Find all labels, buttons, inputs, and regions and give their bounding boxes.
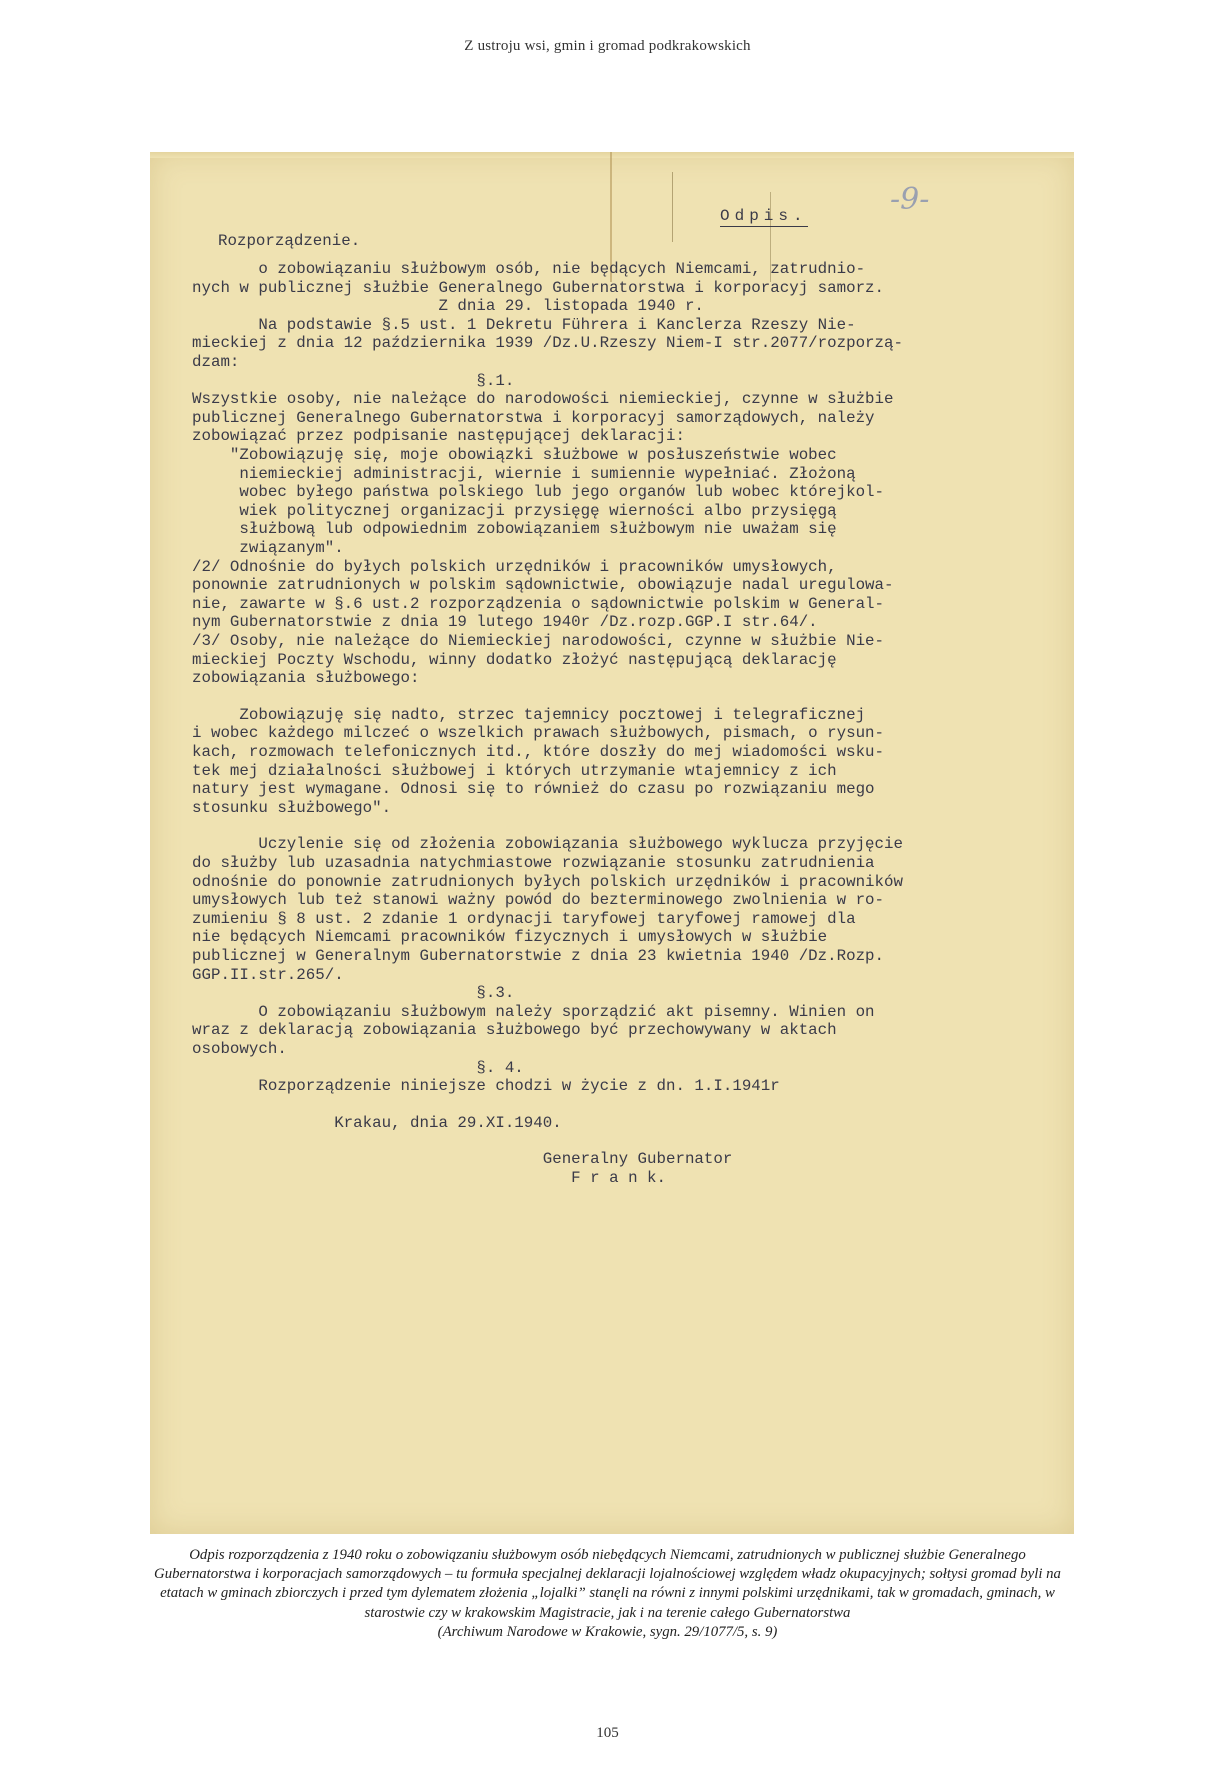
document-line: zumieniu § 8 ust. 2 zdanie 1 ordynacji taryfowej taryfowej ramowej dla: [192, 909, 856, 928]
document-line: Na podstawie §.5 ust. 1 Dekretu Führera i Kanclerza Rzeszy Nie-: [192, 315, 856, 334]
document-line: mieckiej z dnia 12 października 1939 /Dz.U.Rzeszy Niem-I str.2077/rozporzą-: [192, 334, 903, 353]
document-line: ponownie zatrudnionych w polskim sądownictwie, obowiązuje nadal uregulowa-: [192, 576, 894, 595]
document-line: O zobowiązaniu służbowym należy sporządzić akt pisemny. Winien on: [192, 1002, 875, 1021]
document-line: do służby lub uzasadnia natychmiastowe rozwiązanie stosunku zatrudnienia: [192, 854, 875, 872]
document-line: służbową lub odpowiednim zobowiązaniem służbowym nie uważam się: [192, 520, 837, 539]
document-line: nych w publicznej służbie Generalnego Gubernatorstwa i korporacyj samorz.: [192, 278, 885, 297]
document-line: wraz z deklaracją zobowiązania służbowego być przechowywany w aktach: [192, 1021, 837, 1040]
document-line: natury jest wymagane. Odnosi się to również do czasu po rozwiązaniu mego: [192, 780, 875, 799]
document-line: F r a n k.: [192, 1169, 666, 1187]
archive-page-mark: -9-: [890, 182, 930, 217]
document-line: nie, zawarte w §.6 ust.2 rozporządzenia o sądownictwie polskim w General-: [192, 594, 885, 613]
document-line: publicznej w Generalnym Gubernatorstwie z dnia 23 kwietnia 1940 /Dz.Rozp.: [192, 947, 885, 965]
document-title: Odpis.: [720, 207, 808, 225]
document-line: Uczylenie się od złożenia zobowiązania służbowego wyklucza przyjęcie: [192, 835, 903, 854]
document-line: Krakau, dnia 29.XI.1940.: [192, 1113, 562, 1132]
document-line: niemieckiej administracji, wiernie i sumiennie wypełniać. Złożoną: [192, 464, 856, 483]
paper-top-edge: [150, 152, 1074, 158]
document-line: o zobowiązaniu służbowym osób, nie będących Niemcami, zatrudnio-: [192, 260, 866, 278]
caption-source: (Archiwum Narodowe w Krakowie, sygn. 29/1077/5, s. 9): [437, 1623, 778, 1640]
running-header: Z ustroju wsi, gmin i gromad podkrakowskich: [464, 38, 751, 54]
document-line: kach, rozmowach telefonicznych itd., które doszły do mej wiadomości wsku-: [192, 743, 885, 761]
document-line: osobowych.: [192, 1040, 287, 1058]
document-line: związanym".: [192, 539, 344, 557]
document-line: umysłowych lub też stanowi ważny powód do bezterminowego zwolnienia w ro-: [192, 891, 885, 910]
document-line: §. 4.: [192, 1058, 524, 1077]
document-line: Wszystkie osoby, nie należące do narodowości niemieckiej, czynne w służbie: [192, 390, 894, 409]
document-line: odnośnie do ponownie zatrudnionych byłych polskich urzędników i pracowników: [192, 872, 903, 891]
page-number: 105: [596, 1725, 619, 1741]
document-line: "Zobowiązuję się, moje obowiązki służbowe w posłuszeństwie wobec: [192, 446, 837, 464]
document-line: mieckiej Poczty Wschodu, winny dodatko złożyć następującą deklarację: [192, 650, 837, 669]
document-line: nie będących Niemcami pracowników fizycznych i umysłowych w służbie: [192, 928, 828, 947]
document-line: dzam:: [192, 353, 240, 371]
document-line: zobowiązania służbowego:: [192, 669, 420, 688]
fold-crease-secondary: [672, 172, 673, 242]
document-line: wobec byłego państwa polskiego lub jego organów lub wobec którejkol-: [192, 483, 885, 502]
document-line: Z dnia 29. listopada 1940 r.: [192, 297, 704, 316]
document-line: Rozporządzenie niniejsze chodzi w życie z dn. 1.I.1941r: [192, 1077, 780, 1096]
document-line: tek mej działalności służbowej i których utrzymanie wtajemnicy z ich: [192, 761, 837, 780]
document-line: §.3.: [192, 984, 515, 1003]
figure-caption: [140, 1546, 1075, 1642]
document-line: GGP.II.str.265/.: [192, 965, 344, 984]
document-photo: [150, 152, 1074, 1534]
document-line: Generalny Gubernator: [192, 1150, 733, 1169]
document-line: §.1.: [192, 371, 515, 390]
document-line: Zobowiązuję się nadto, strzec tajemnicy pocztowej i telegraficznej: [192, 705, 866, 724]
document-line: wiek politycznej organizacji przysięgę wierności albo przysięgą: [192, 501, 837, 520]
document-line: /2/ Odnośnie do byłych polskich urzędników i pracowników umysłowych,: [192, 557, 837, 576]
document-line: /3/ Osoby, nie należące do Niemieckiej narodowości, czynne w służbie Nie-: [192, 632, 885, 650]
document-line: zobowiązać przez podpisanie następującej deklaracji:: [192, 427, 685, 446]
document-heading: Rozporządzenie.: [218, 232, 361, 250]
document-line: nym Gubernatorstwie z dnia 19 lutego 1940r /Dz.rozp.GGP.I str.64/.: [192, 613, 818, 632]
document-line: publicznej Generalnego Gubernatorstwa i korporacyj samorządowych, należy: [192, 408, 875, 427]
document-line: stosunku służbowego".: [192, 798, 392, 817]
caption-text: Odpis rozporządzenia z 1940 roku o zobowiązaniu służbowym osób niebędących Niemcami, zatrudnionych w publicznej służbie Generalnego Gubernatorstwa i korporacjach samorządowych – tu formuła specjalnej deklaracji lojalnościowej względem władz okupacyjnych; sołtysi gromad byli na etatach w gminach zbiorczych i przed tym dylematem złożenia „lojalki” stanęli na równi z innymi polskimi urzędnikami, tak w gromadach, gminach, w starostwie czy w krakowskim Magistracie, jak i na terenie całego Gubernatorstwa: [154, 1547, 1061, 1621]
document-line: i wobec każdego milczeć o wszelkich prawach służbowych, pismach, o rysun-: [192, 724, 885, 743]
